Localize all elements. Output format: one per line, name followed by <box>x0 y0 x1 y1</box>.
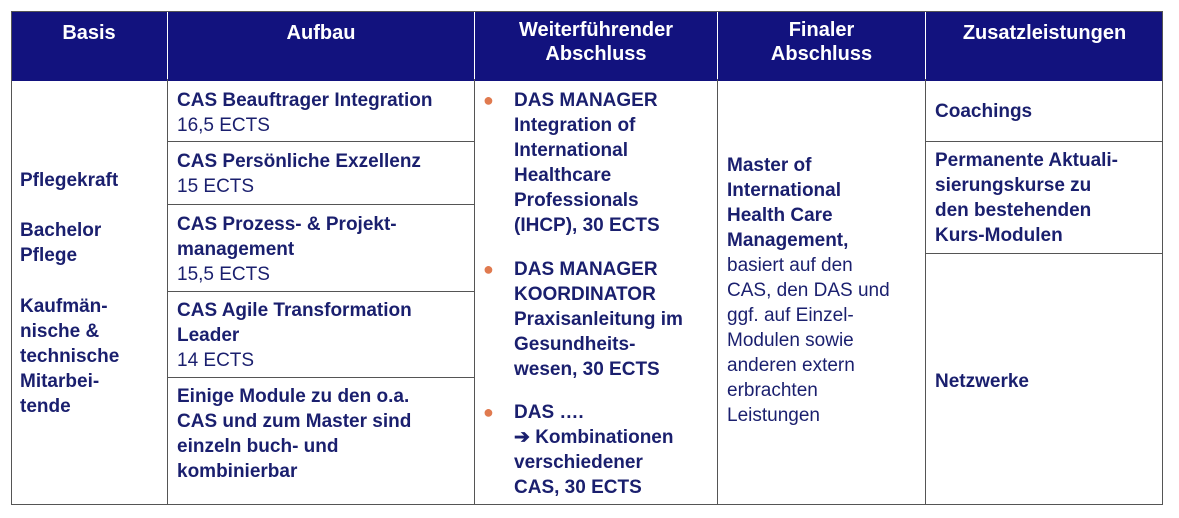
aufbau-row-2: CAS Persönliche Exzellenz 15 ECTS <box>177 151 421 197</box>
bullet-icon: ● <box>483 90 494 110</box>
zusatz-item-aktualisierung: Permanente Aktuali- sierungskurse zu den bestehenden Kurs-Modulen <box>935 150 1119 246</box>
column-divider <box>474 79 475 505</box>
column-basis <box>11 11 167 505</box>
header-final: Finaler Abschluss <box>718 11 925 79</box>
column-divider <box>167 79 168 505</box>
weiter-item-ihcp: ● DAS MANAGER Integration of International Healthcare Professionals (IHCP), 30 ECTS <box>483 90 660 236</box>
program-table <box>11 11 1163 505</box>
aufbau-row-3: CAS Prozess- & Projekt- management 15,5 ECTS <box>177 214 397 285</box>
column-divider <box>925 79 926 505</box>
column-zusatz <box>926 11 1163 505</box>
zusatz-body <box>926 79 1163 505</box>
weiter-body <box>475 79 717 505</box>
final-body <box>718 79 925 505</box>
column-aufbau <box>168 11 474 505</box>
bullet-icon: ● <box>483 259 494 279</box>
basis-item-bachelor: Bachelor Pflege <box>20 220 102 266</box>
header-zusatz: Zusatzleistungen <box>926 11 1163 79</box>
basis-item-pflegekraft: Pflegekraft <box>20 170 119 191</box>
aufbau-body <box>168 79 474 505</box>
divider <box>168 141 474 142</box>
header-weiterfuehrend: Weiterführender Abschluss <box>475 11 717 79</box>
basis-item-kaufmaennisch: Kaufmän- nische & technische Mitarbei- tende <box>20 296 120 417</box>
basis-body <box>11 79 167 505</box>
column-divider <box>717 79 718 505</box>
weiter-item-koordinator: ● DAS MANAGER KOORDINATOR Praxisanleitung im Gesundheits- wesen, 30 ECTS <box>483 259 683 380</box>
header-aufbau: Aufbau <box>168 11 474 79</box>
divider <box>926 141 1163 142</box>
aufbau-row-1: CAS Beauftrager Integration 16,5 ECTS <box>177 90 433 136</box>
column-weiterfuehrend <box>475 11 717 505</box>
column-final <box>718 11 925 505</box>
divider <box>168 291 474 292</box>
aufbau-row-4: CAS Agile Transformation Leader 14 ECTS <box>177 300 412 371</box>
divider <box>926 253 1163 254</box>
divider <box>168 377 474 378</box>
final-master-text: Master of International Health Care Management, basiert auf den CAS, den DAS und ggf. auf Einzel- Modulen sowie anderen extern erbrachten Leistungen <box>727 155 890 426</box>
arrow-right-icon: ➔ <box>514 427 530 448</box>
divider <box>168 204 474 205</box>
header-basis: Basis <box>11 11 167 79</box>
bullet-icon: ● <box>483 402 494 422</box>
aufbau-row-5: Einige Module zu den o.a. CAS und zum Master sind einzeln buch- und kombinierbar <box>177 386 412 482</box>
zusatz-item-netzwerke: Netzwerke <box>935 371 1029 392</box>
weiter-item-das-kombination: ● DAS …. ➔ Kombinationen verschiedener CAS, 30 ECTS <box>483 402 674 498</box>
zusatz-item-coachings: Coachings <box>935 101 1033 122</box>
